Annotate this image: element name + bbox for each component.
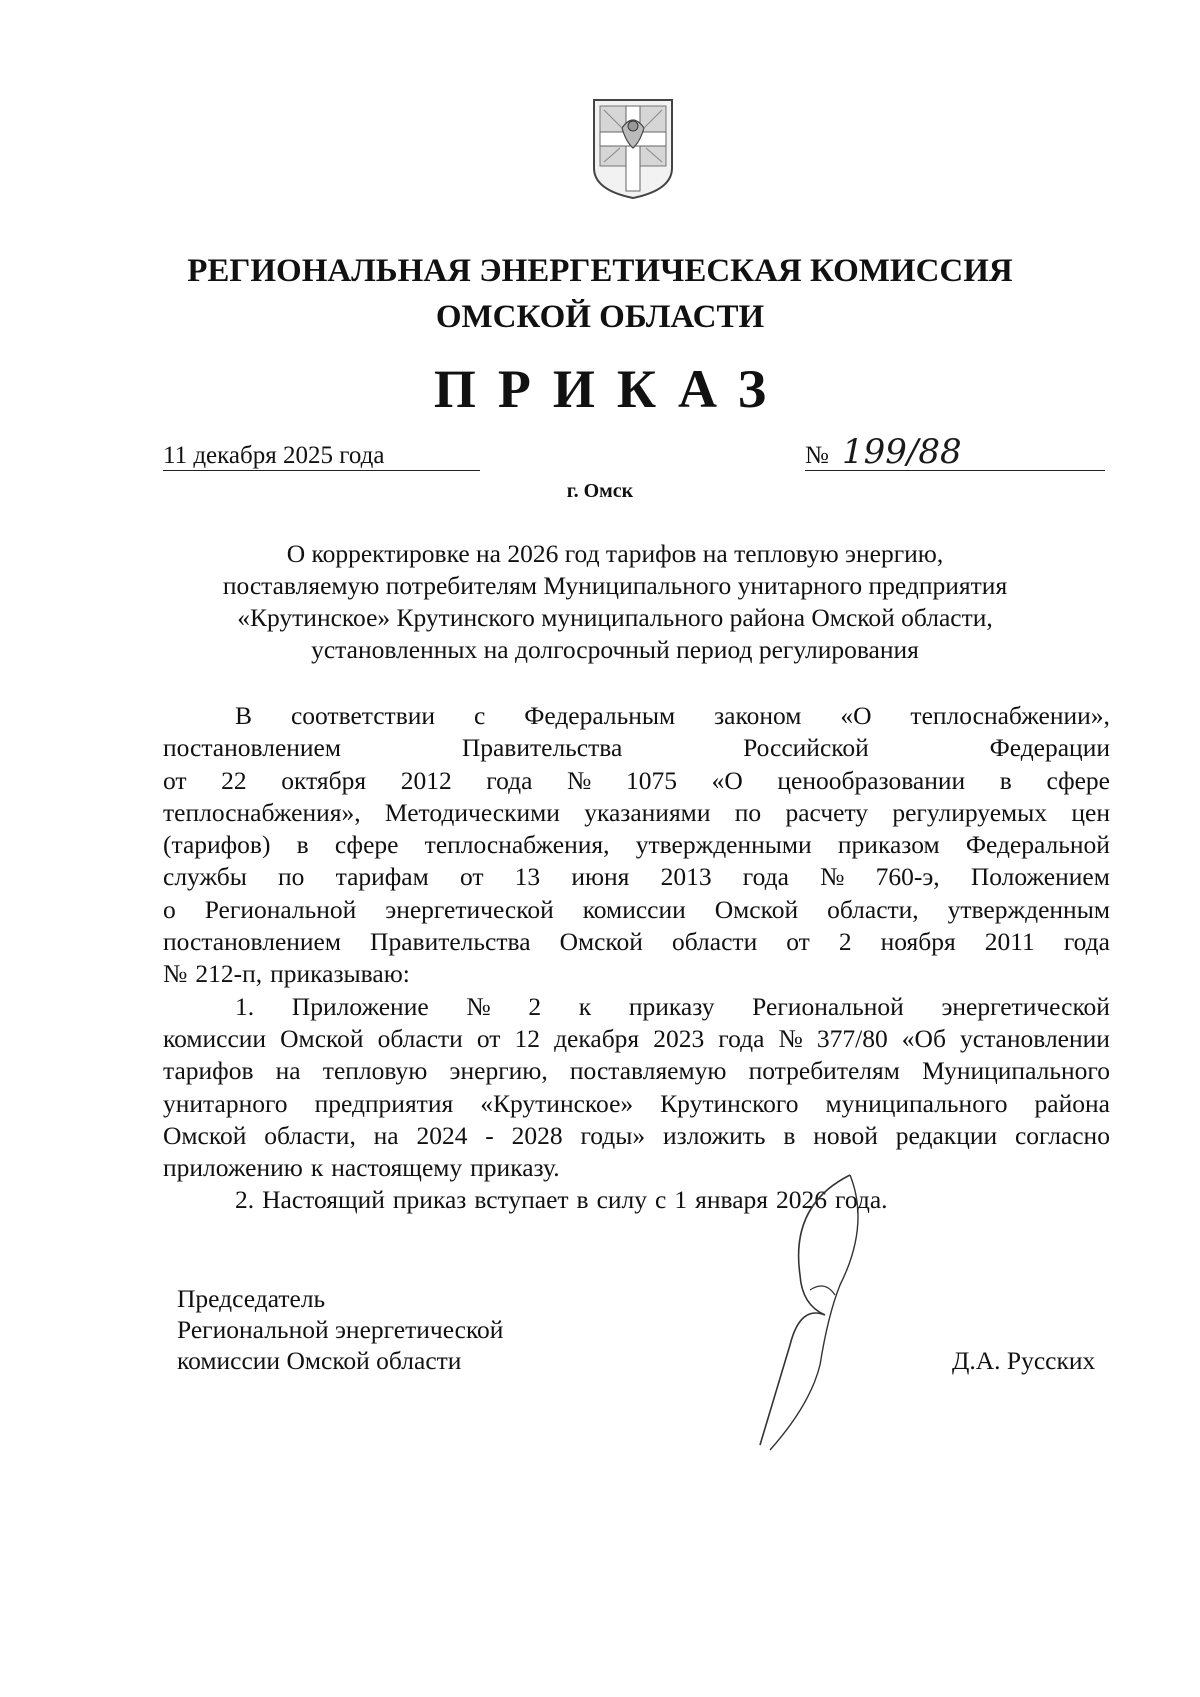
order-subject	[160, 538, 1070, 666]
body-line: приложению к настоящему приказу.	[163, 1153, 560, 1183]
body-line: 1. Приложение № 2 к приказу Региональной энергетической	[235, 991, 1110, 1021]
document-date: 11 декабря 2025 года	[163, 442, 385, 469]
organization-name-line2: ОМСКОЙ ОБЛАСТИ	[435, 299, 765, 335]
body-line: о Региональной энергетической комиссии Омской области, утвержденным	[163, 894, 1110, 924]
date-underline	[163, 470, 480, 471]
body-line: унитарного предприятия «Крутинское» Крутинского муниципального района	[163, 1088, 1110, 1118]
organization-name-line1: РЕГИОНАЛЬНАЯ ЭНЕРГЕТИЧЕСКАЯ КОМИССИЯ	[187, 253, 1013, 289]
number-sign: №	[805, 442, 829, 469]
body-line: (тарифов) в сфере теплоснабжения, утвержденными приказом Федеральной	[163, 830, 1110, 860]
body-line: службы по тарифам от 13 июня 2013 года № 760-э, Положением	[163, 862, 1110, 892]
body-line: тарифов на тепловую энергию, поставляемую потребителям Муниципального	[163, 1056, 1110, 1086]
body-line: комиссии Омской области от 12 декабря 2023 года № 377/80 «Об установлении	[163, 1023, 1110, 1053]
signatory-position-line: Региональной энергетической	[177, 1315, 504, 1344]
body-line: постановлением Правительства Омской области от 2 ноября 2011 года	[163, 927, 1110, 957]
signatory-position-line: Председатель	[177, 1284, 326, 1313]
body-line: Омской области, на 2024 - 2028 годы» изложить в новой редакции согласно	[163, 1120, 1110, 1150]
signatory-position	[177, 1283, 503, 1376]
body-line: постановлением Правительства Российской Федерации	[163, 733, 1110, 763]
city-label: г. Омск	[566, 480, 634, 502]
body-line: 2. Настоящий приказ вступает в силу с 1 января 2026 года.	[235, 1185, 888, 1215]
body-line: теплоснабжения», Методическими указаниями по расчету регулируемых цен	[163, 797, 1110, 827]
document-number: 199/88	[842, 432, 962, 472]
subject-line: поставляемую потребителям Муниципального унитарного предприятия	[222, 571, 1008, 600]
subject-line: «Крутинское» Крутинского муниципального района Омской области,	[237, 603, 993, 632]
document-type-title: ПРИКАЗ	[433, 359, 789, 419]
order-body	[163, 700, 1110, 1217]
body-line: № 212-п, приказываю:	[163, 959, 410, 989]
subject-line: О корректировке на 2026 год тарифов на тепловую энергию,	[286, 539, 944, 568]
body-line: В соответствии с Федеральным законом «О теплоснабжении»,	[235, 701, 1110, 730]
signatory-position-line: комиссии Омской области	[177, 1346, 462, 1375]
subject-line: установленных на долгосрочный период регулирования	[311, 635, 919, 664]
body-line: от 22 октября 2012 года № 1075 «О ценообразовании в сфере	[163, 765, 1110, 795]
signatory-name: Д.А. Русских	[952, 1346, 1096, 1375]
handwritten-signature	[730, 1165, 890, 1455]
coat-of-arms-icon	[592, 98, 674, 200]
number-underline	[805, 470, 1105, 471]
